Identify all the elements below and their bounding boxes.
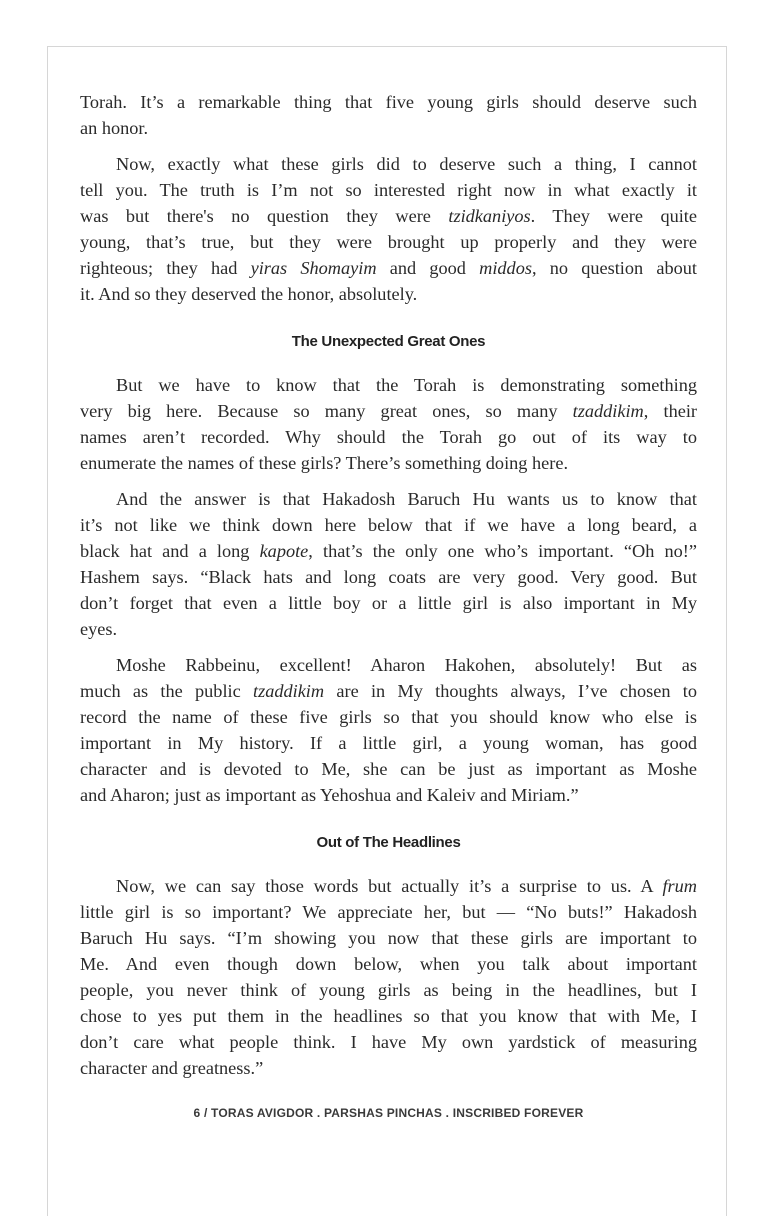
text-run: names aren’t recorded. Why should the Torah go out of its way to	[80, 427, 697, 447]
text-line	[80, 616, 697, 642]
text-run: are in My thoughts always, I’ve chosen to	[324, 681, 697, 701]
paragraph	[80, 652, 697, 808]
text-run: people, you never think of young girls as being in the headlines, but I	[80, 980, 697, 1000]
text-run: Hashem says. “Black hats and long coats are very good. Very good. But	[80, 567, 697, 587]
text-line	[80, 538, 697, 564]
document-page	[47, 46, 727, 1216]
text-run: character and greatness.”	[80, 1058, 264, 1078]
paragraph	[80, 873, 697, 1081]
italic-term: tzidkaniyos	[448, 206, 531, 226]
text-run: , no question about	[531, 258, 697, 278]
text-run: it. And so they deserved the honor, absolutely.	[80, 284, 418, 304]
paragraph	[80, 151, 697, 307]
text-run: Moshe Rabbeinu, excellent! Aharon Hakohen, absolutely! But as	[116, 655, 697, 675]
text-run: Me. And even though down below, when you talk about important	[80, 954, 697, 974]
text-line	[80, 756, 697, 782]
text-run: and good	[376, 258, 480, 278]
text-run: chose to yes put them in the headlines so that you know that with Me, I	[80, 1006, 697, 1026]
text-line	[80, 89, 697, 115]
text-line	[80, 486, 697, 512]
text-line	[80, 203, 697, 229]
paragraph	[80, 486, 697, 642]
text-run: black hat and a long	[80, 541, 260, 561]
text-line	[80, 1055, 697, 1081]
text-line	[80, 450, 697, 476]
italic-term: tzaddikim	[253, 681, 325, 701]
page-footer: 6 / TORAS AVIGDOR . PARSHAS PINCHAS . INSCRIBED FOREVER	[193, 1106, 584, 1120]
text-run: very big here. Because so many great ones, so many	[80, 401, 573, 421]
text-run: Baruch Hu says. “I’m showing you now that these girls are important to	[80, 928, 697, 948]
text-line	[80, 281, 697, 307]
italic-term: kapote	[259, 541, 309, 561]
text-line	[80, 782, 697, 808]
text-run: don’t forget that even a little boy or a little girl is also important in My	[80, 593, 697, 613]
italic-term: frum	[662, 876, 697, 896]
text-run: righteous; they had	[80, 258, 251, 278]
section-heading: Out of The Headlines	[316, 834, 461, 851]
text-run: an honor.	[80, 118, 149, 138]
text-run: tell you. The truth is I’m not so interested right now in what exactly it	[80, 180, 697, 200]
text-run: don’t care what people think. I have My own yardstick of measuring	[80, 1032, 697, 1052]
text-line	[80, 151, 697, 177]
text-line	[80, 652, 697, 678]
text-run: Now, we can say those words but actually it’s a surprise to us. A	[116, 876, 663, 896]
text-line	[80, 229, 697, 255]
text-line	[80, 730, 697, 756]
text-line	[80, 590, 697, 616]
text-line	[80, 255, 697, 281]
text-line	[80, 678, 697, 704]
italic-term: tzaddikim	[572, 401, 644, 421]
text-run: young, that’s true, but they were brought up properly and they were	[80, 232, 697, 252]
text-run: Now, exactly what these girls did to deserve such a thing, I cannot	[116, 154, 697, 174]
italic-term: middos	[479, 258, 532, 278]
text-run: , their	[643, 401, 697, 421]
italic-term: yiras Shomayim	[250, 258, 377, 278]
text-line	[80, 564, 697, 590]
text-line	[80, 925, 697, 951]
text-run: eyes.	[80, 619, 118, 639]
text-run: important in My history. If a little girl, a young woman, has good	[80, 733, 697, 753]
text-line	[80, 115, 697, 141]
paragraph	[80, 372, 697, 476]
text-line	[80, 398, 697, 424]
text-line	[80, 704, 697, 730]
text-run: Torah. It’s a remarkable thing that five young girls should deserve such	[80, 92, 697, 112]
text-run: And the answer is that Hakadosh Baruch Hu wants us to know that	[116, 489, 697, 509]
paragraph	[80, 89, 697, 141]
text-run: . They were quite	[530, 206, 697, 226]
text-run: But we have to know that the Torah is demonstrating something	[116, 375, 697, 395]
text-line	[80, 1029, 697, 1055]
text-run: record the name of these five girls so that you should know who else is	[80, 707, 697, 727]
text-line	[80, 177, 697, 203]
text-line	[80, 1003, 697, 1029]
text-line	[80, 873, 697, 899]
section-heading: The Unexpected Great Ones	[291, 333, 486, 350]
text-line	[80, 372, 697, 398]
text-line	[80, 899, 697, 925]
text-run: much as the public	[80, 681, 253, 701]
text-run: enumerate the names of these girls? There’s something doing here.	[80, 453, 569, 473]
text-run: was but there's no question they were	[80, 206, 449, 226]
text-run: character and is devoted to Me, she can be just as important as Moshe	[80, 759, 697, 779]
text-run: little girl is so important? We appreciate her, but — “No buts!” Hakadosh	[80, 902, 697, 922]
page-content	[80, 89, 697, 1121]
text-line	[80, 977, 697, 1003]
text-run: , that’s the only one who’s important. “Oh no!”	[308, 541, 697, 561]
text-line	[80, 424, 697, 450]
text-line	[80, 512, 697, 538]
text-run: and Aharon; just as important as Yehoshua and Kaleiv and Miriam.”	[80, 785, 579, 805]
text-run: it’s not like we think down here below that if we have a long beard, a	[80, 515, 697, 535]
text-line	[80, 951, 697, 977]
